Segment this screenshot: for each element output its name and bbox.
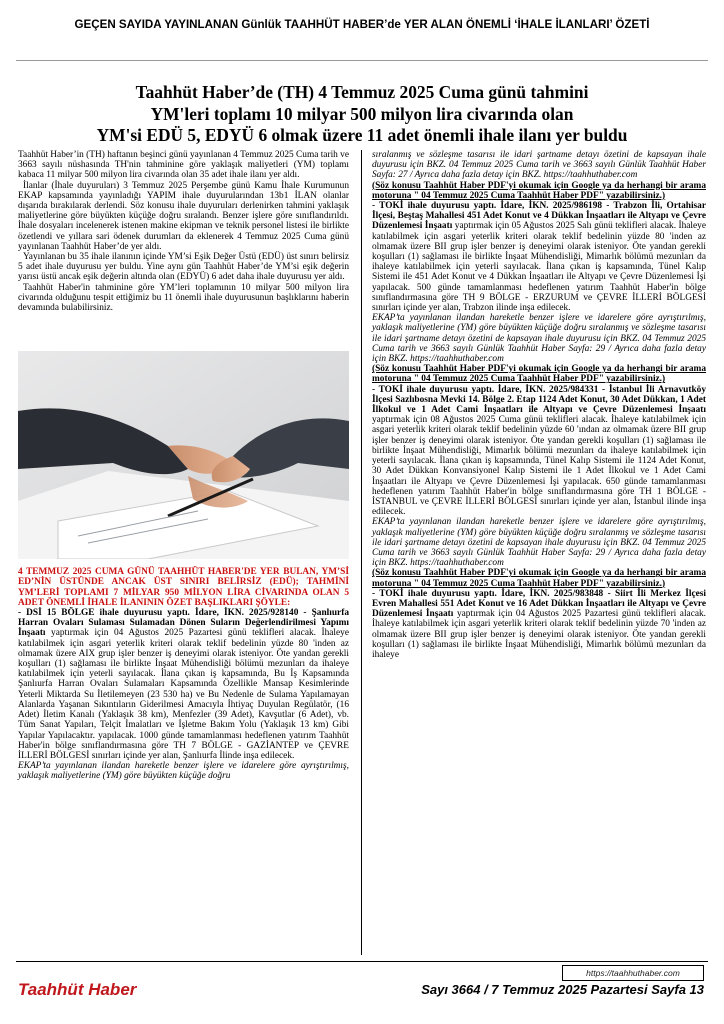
- handshake-contract-photo: [18, 351, 349, 559]
- page-header-title: GEÇEN SAYIDA YAYINLANAN Günlük TAAHHÜT HABER’de YER ALAN ÖNEMLİ ‘İHALE İLANLARI’ ÖZETİ: [74, 18, 650, 31]
- column-divider: [361, 150, 362, 955]
- intro-paragraph-2: İlanlar (İhale duyuruları) 3 Temmuz 2025 Perşembe günü Kamu İhale Kurumunun EKAP kapsamında yayınladığı YAPIM ihale duyurularından 13b1 İLAN olanlar dışarıda bırakılarak derlendi. Söz konusu ihale duyuruları derlenirken tahmini yaklaşık maliyetlerine göre büyükten küçüğe doğru sıralandı. Benzer işlere göre sınıflandırıldı. İhale dosyaları incelenerek istenen makine ekipman ve teknik personel listesi ile birlikte özetlendi ve yıllara sari ödenek durumları da eklenerek 4 Temmuz 2025 Cuma günü yayınlanan Taahhüt Haber’de yer aldı.: [18, 180, 349, 252]
- pdf-search-link-1[interactable]: (Söz konusu Taahhüt Haber PDF'yi okumak için Google ya da herhangi bir arama motoruna " 04 Temmuz 2025 Cuma Taahhüt Haber PDF" yazabilirsiniz.): [372, 180, 706, 201]
- website-url-link[interactable]: https://taahhuthaber.com: [562, 965, 704, 981]
- item-1-body: yaptırmak için 04 Ağustos 2025 Pazartesi günü teklifleri alacak. İhaleye katılabilmek için asgari yeterlik kriteri olarak teklif bedelinin yüzde 80 'inden az olmamak üzere AIX grup işler benzer iş deneyimi olarak isteniyor. Öte yandan gerekli koşulları (1) sağlaması ile birlikte İnşaat Mühendisliği bölümü mezunları da ihaleye katılabilmek için yeterli sayılacak. İlana çıkan iş kapsamında, Bu İş Kapsamında Şanlıurfa Harran Ovaları Sulamaları Kapsamında Özellikle Mansap Kesimlerinde Yeterli Miktarda Su İletilemeyen (23 530 ha) ve Bu Nedenle de Sulama Yapılamayan Alanlarda Yaşanan Sıkıntıların Giderilmesi Amacıyla İhtiyaç Duyulan Regülatör, (16 Adet) İletim Kanalı (Yaklaşık 38 km), Menfezler (39 Adet), Kavşutlar (6 Adet), vb. Tüm Sanat Yapıları, Telçit İmalatları ve İşletme Bakım Yolu (Yaklaşık 13 km) Gibi Yapılar Yapılacaktır. yapılacak. 1000 günde tamamlanması hedeflenen yatırım Taahhüt Haber'in bölge sınıflandırmasına göre TH 7 BÖLGE - GAZİANTEP ve ÇEVRE İLLERİ BÖLGESİ sınırları içinde yer alan, Şanlıurfa İlinde inşa edilecek.: [18, 628, 349, 761]
- intro-paragraph-1: Taahhüt Haber’in (TH) haftanın beşinci günü yayınlanan 4 Temmuz 2025 Cuma tarih ve 3663 sayılı nüshasında TH'nin tahminine göre yaklaşık maliyetleri (YM) toplamı kabaca 11 milyar 500 milyon lira civarında olan 35 adet ihale ilanı yer aldı.: [18, 150, 349, 181]
- left-column: [18, 150, 349, 782]
- intro-paragraph-4: Taahhüt Haber'in tahminine göre YM’leri toplamının 10 milyar 500 milyon lira civarında olduğunu tespit ettiğimiz bu 11 önemli ihale duyurusunun başlıklarını haberin devamında bulabilirsiniz.: [18, 282, 349, 314]
- item-2-reference: EKAP’ta yayınlanan ilandan hareketle benzer işlere ve idarelere göre ayrıştırılmış, yaklaşık maliyetlerine (YM) göre büyükten küçüğe doğru sıralanmış ve sözleşme tasarısı ile idari şartname detayı özetini de kapsayan ihale duyurusu için BKZ. 04 Temmuz 2025 Cuma tarih ve 3663 sayılı Günlük Taahhüt Haber Sayfa: 29 / Ayrıca daha fazla detay için BKZ. https://taahhuthaber.com: [372, 313, 706, 365]
- item-4-title: - TOKİ ihale duyurusu yaptı. İdare, İKN. 2025/983848 - Siirt İli Merkez İlçesi Evren Mahallesi 551 Adet Konut ve 16 Adet Dükkan İnşaatları ile Altyapı ve Çevre Düzenlemesi İnşaatı: [372, 588, 706, 620]
- header-divider: [16, 60, 708, 61]
- item-2-title: - TOKİ ihale duyurusu yaptı. İdare, İKN. 2025/986198 - Trabzon İli, Ortahisar İlçesi, Beştaş Mahallesi 451 Adet Konut ve 4 Dükkan İnşaatları ile Altyapı ve Çevre Düzenlemesi İnşaatı: [372, 201, 706, 232]
- item-4-body: yaptırmak için 04 Ağustos 2025 Pazartesi günü teklifleri alacak. İhaleye katılabilmek için asgari yeterlik kriteri olarak teklif bedelinin yüzde 70 'inden az olmamak üzere BII grup işler benzer iş deneyimi olarak isteniyor. Öte yandan gerekli koşulları (1) sağlaması ile birlikte İnşaat Mühendisliği, Mimarlık bölümü mezunları da ihaleye: [372, 609, 707, 660]
- pdf-search-link-2[interactable]: (Söz konusu Taahhüt Haber PDF'yi okumak için Google ya da herhangi bir arama motoruna " 04 Temmuz 2025 Cuma Taahhüt Haber PDF" yazabilirsiniz.): [372, 364, 706, 385]
- item-3-title: - TOKİ ihale duyurusu yaptı. İdare, İKN. 2025/984331 - İstanbul İli Arnavutköy İlçesi Sazlıbosna Mevki 14. Bölge 2. Etap 1124 Adet Konut, 30 Adet Dükkan, 1 Adet İlkokul ve 1 Adet Cami İnşaatları ile Altyapı ve Çevre Düzenlemesi İnşaatı: [372, 384, 706, 416]
- headline-line-3: YM'si EDÜ 5, EDYÜ 6 olmak üzere 11 adet önemli ihale ilanı yer buldu: [96, 125, 628, 145]
- item-1-title: - DSİ 15 BÖLGE ihale duyurusu yaptı. İdare, İKN. 2025/928140 - Şanlıurfa Harran Ovaları Sulaması Sulamadan Dönen Suların Değerlendirilmesi Yapımı İnşaatı: [18, 608, 349, 639]
- item-3-reference: EKAP’ta yayınlanan ilandan hareketle benzer işlere ve idarelere göre ayrıştırılmış, yaklaşık maliyetlerine (YM) göre büyükten küçüğe doğru sıralanmış ve sözleşme tasarısı ile idari şartname detayı özetini de kapsayan ihale duyurusu için BKZ. 04 Temmuz 2025 Cuma tarih ve 3663 sayılı Günlük Taahhüt Haber Sayfa: 29 / Ayrıca daha fazla detay için BKZ. https://taahhuthaber.com: [372, 517, 706, 569]
- footer-divider: [16, 961, 708, 962]
- headline-line-2: YM'leri toplamı 10 milyar 500 milyon lira civarında olan: [150, 103, 574, 124]
- brand-logo: Taahhüt Haber: [18, 980, 137, 999]
- item-3-body: yaptırmak için 08 Ağustos 2025 Cuma günü teklifleri alacak. İhaleye katılabilmek için asgari yeterlik kriteri olarak teklif bedelinin yüzde 60 'ından az olmamak üzere BII grup işler benzer iş deneyimi olarak isteniyor. Öte yandan gerekli koşulları (1) sağlaması ile birlikte İnşaat Mühendisliği, Mimarlık bölümü mezunları da ihaleye katılabilmek için yeterli sayılacak. İlana çıkan iş kapsamında, Tünel Kalıp Sistemi ile 1124 Adet Konut, 30 Adet Dükkan Konvansiyonel Kalıp Sistemi ile 1 Adet İlkokul ve 1 Adet Cami İnşaatları ile Altyapı ve Çevre Düzenlemesi İşi yapılacak. 650 günde tamamlanması hedeflenen yatırım Taahhüt Haber'in bölge sınıflandırmasına göre TH 1 BÖLGE - İSTANBUL ve ÇEVRE İLLERİ BÖLGESİ sınırları içinde yer alan, İstanbul ilinde inşa edilecek.: [372, 415, 706, 518]
- item-2-body: yaptırmak için 05 Ağustos 2025 Salı günü teklifleri alacak. İhaleye katılabilmek için asgari yeterlik kriteri olarak teklif bedelinin yüzde 80 'inden az olmamak üzere BII grup işler benzer iş deneyimi olarak isteniyor. Öte yandan gerekli koşulları (1) sağlaması ile birlikte İnşaat Mühendisliği, Mimarlık bölümü mezunları da ihaleye katılabilmek için yeterli sayılacak. İlana çıkan iş kapsamında, Tünel Kalıp Sistemi ile 451 Adet Konut ve 4 Dükkan İnşaatları ile Altyapı ve Çevre Düzenlemesi İşi yapılacak. 500 günde tamamlanması hedeflenen yatırım Taahhüt Haber'in bölge sınıflandırmasına göre TH 9 BÖLGE - ERZURUM ve ÇEVRE İLLERİ BÖLGESİ sınırları içinde yer alan, Trabzon ilinde inşa edilecek.: [372, 221, 706, 314]
- red-section-heading: 4 TEMMUZ 2025 CUMA GÜNÜ TAAHHÜT HABER'DE YER BULAN, YM’Sİ ED’NİN ÜSTÜNDE ANCAK ÜST SINIRI BELİRSİZ (EDÜ); TAHMİNİ YM’LERİ TOPLAMI 7 MİLYAR 950 MİLYON LİRA CİVARINDA OLAN 5 ADET ÖNEMLİ İHALE İLANININ ÖZET BAŞLIKLARI ŞÖYLE:: [18, 567, 349, 608]
- item-1-reference: EKAP’ta yayınlanan ilandan hareketle benzer işlere ve idarelere göre ayrıştırılmış, yaklaşık maliyetlerine (YM) göre büyükten küçüğe doğru: [18, 761, 349, 782]
- issue-page-info: Sayı 3664 / 7 Temmuz 2025 Pazartesi Sayfa 13: [421, 982, 704, 997]
- headline: [28, 82, 696, 147]
- item-1-reference-continued: sıralanmış ve sözleşme tasarısı ile idari şartname detayı özetini de kapsayan ihale duyurusu için BKZ. 04 Temmuz 2025 Cuma tarih ve 3663 sayılı Günlük Taahhüt Haber Sayfa: 27 / Ayrıca daha fazla detay için BKZ. https://taahhuthaber.com: [372, 150, 706, 181]
- pdf-search-link-3[interactable]: (Söz konusu Taahhüt Haber PDF'yi okumak için Google ya da herhangi bir arama motoruna " 04 Temmuz 2025 Cuma Taahhüt Haber PDF" yazabilirsiniz.): [372, 568, 706, 589]
- right-column: [372, 150, 706, 660]
- intro-paragraph-3: Yayınlanan bu 35 ihale ilanının içinde YM’si Eşik Değer Üstü (EDÜ) üst sınırı belirsiz 5 adet ihale duyurusu yer buldu. Yine aynı gün Taahhüt Haber’de YM’si eşik değerin yarısı üstü ancak eşik değerin altında olan (EDYÜ) 6 adet daha ihale duyurusu yer aldı.: [18, 252, 349, 283]
- headline-line-1: Taahhüt Haber’de (TH) 4 Temmuz 2025 Cuma günü tahmini: [135, 82, 589, 102]
